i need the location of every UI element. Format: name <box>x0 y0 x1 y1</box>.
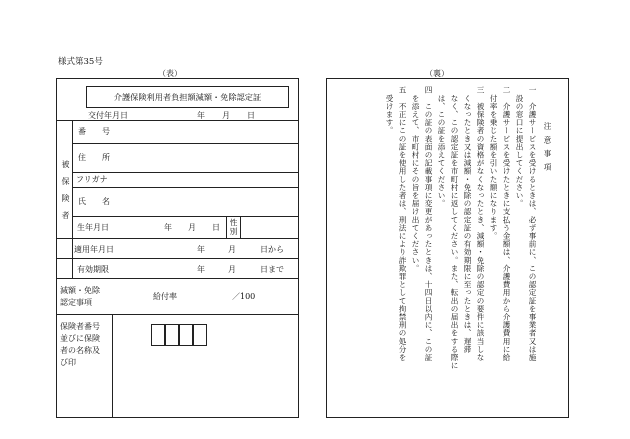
expiry-year: 年 <box>197 265 205 274</box>
furigana-label: フリガナ <box>76 175 108 184</box>
reduction-label-1: 減額・免除 <box>60 286 100 295</box>
note-line-2: 設の窓口に提出してください。 <box>515 86 524 208</box>
insurer-label-2: 並びに保険 <box>60 334 100 343</box>
applied-year: 年 <box>197 245 205 254</box>
address-label: 住 所 <box>78 153 110 162</box>
issue-date-label: 交付年月日 <box>88 111 128 120</box>
issue-month: 月 <box>222 111 230 120</box>
note-line-10: を添えて、市町村にその旨を届け出てください。 <box>411 86 420 273</box>
note-line-11: 五 不正にこの証を使用した者は、刑法により詐欺罪として拘禁刑の処分を <box>398 86 407 362</box>
benefit-rate-value: ／100 <box>232 292 256 301</box>
note-line-5: 三 被保険者の資格がなくなったとき、減額・免除の認定の要件に該当しな <box>476 86 485 362</box>
birth-year: 年 <box>164 223 172 232</box>
applied-from: 日から <box>260 245 284 254</box>
benefit-rate-label: 給付率 <box>153 292 177 301</box>
insured-label: 被保険者 <box>61 160 70 228</box>
note-line-12: 受けます。 <box>385 86 394 135</box>
note-line-8: は、この証を添えてください。 <box>437 86 446 208</box>
birth-label: 生年月日 <box>77 223 109 232</box>
note-line-3: 二 介護サービスを受けたときに支払う金額は、介護費用から介護費用に給 <box>502 86 511 362</box>
name-label: 氏 名 <box>78 197 110 206</box>
back-title: 注意事項 <box>543 122 552 177</box>
back-side-label: （裏） <box>425 69 449 78</box>
sex-label: 性別 <box>229 218 238 236</box>
applied-label: 適用年月日 <box>74 245 114 254</box>
note-line-4: 付率を乗じた額を引いた額になります。 <box>489 86 498 240</box>
expiry-label: 有効期限 <box>77 265 109 274</box>
note-line-9: 四 この証の表面の記載事項に変更があったときは、十四日以内に、この証 <box>424 86 433 362</box>
number-label: 番 号 <box>78 127 110 136</box>
expiry-month: 月 <box>228 265 236 274</box>
form-number: 様式第35号 <box>58 57 103 67</box>
birth-month: 月 <box>188 223 196 232</box>
insurer-label-4: び印 <box>60 358 76 367</box>
applied-month: 月 <box>228 245 236 254</box>
insurer-label-3: 者の名称及 <box>60 346 100 355</box>
note-line-7: なく、この認定証を市町村に返してください。また、転出の届出をする際に <box>450 86 459 370</box>
reduction-label-2: 認定事項 <box>60 298 92 307</box>
insurer-label-1: 保険者番号 <box>60 322 100 331</box>
note-line-1: 一 介護サービスを受けるときは、必ず事前に、この認定証を事業者又は施 <box>528 86 537 362</box>
birth-day: 日 <box>212 223 220 232</box>
expiry-until: 日まで <box>260 265 284 274</box>
front-side-label: （表） <box>158 69 182 78</box>
issue-year: 年 <box>197 111 205 120</box>
issue-day: 日 <box>247 111 255 120</box>
note-line-6: くなったとき又は減額・免除の認定証の有効期限に至ったときは、遅滞 <box>463 86 472 354</box>
front-title: 介護保険利用者負担額減額・免除認定証 <box>113 92 262 102</box>
